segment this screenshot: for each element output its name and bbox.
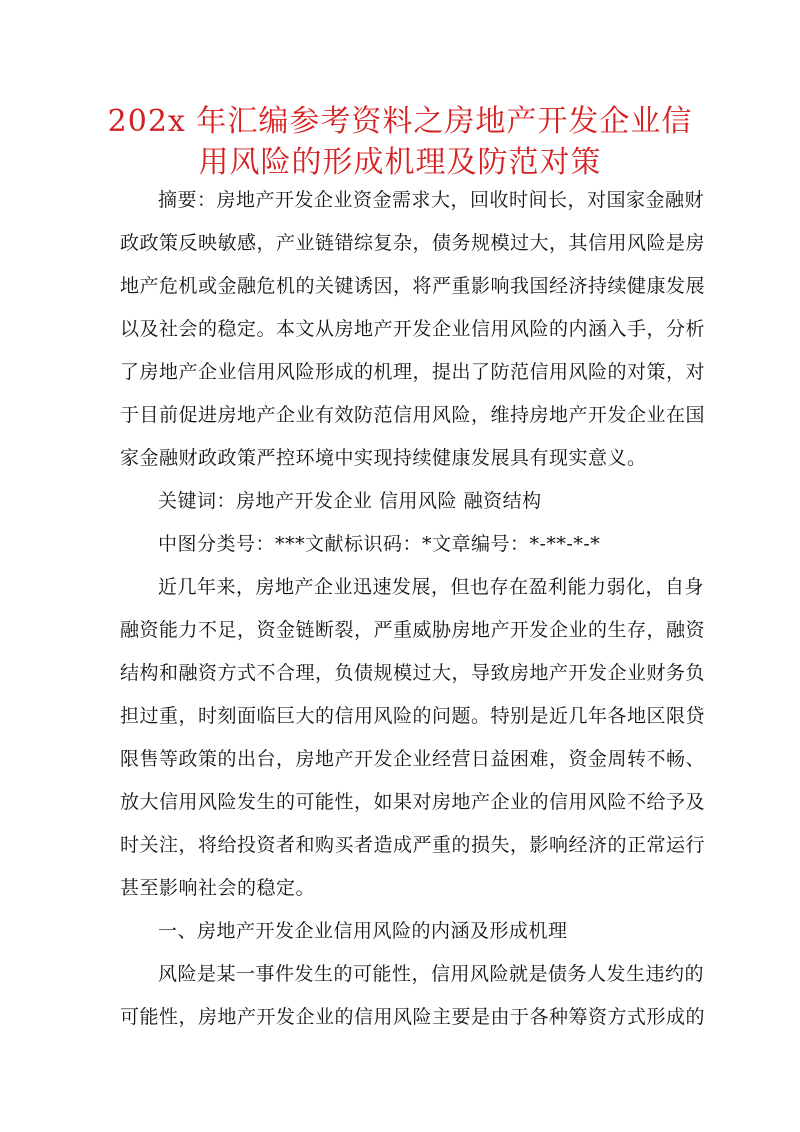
keywords: 关键词：房地产开发企业 信用风险 融资结构 — [158, 490, 542, 512]
abstract-line: 了房地产企业信用风险形成的机理，提出了防范信用风险的对策，对 — [120, 361, 706, 383]
document-title-line-2: 用风险的形成机理及防范对策 — [198, 145, 602, 180]
abstract-line: 摘要：房地产开发企业资金需求大，回收时间长，对国家金融财 — [158, 189, 705, 211]
abstract-line: 地产危机或金融危机的关键诱因，将严重影响我国经济持续健康发展 — [120, 275, 706, 297]
intro-line: 限售等政策的出台，房地产开发企业经营日益困难，资金周转不畅、 — [120, 748, 706, 770]
abstract-line: 政政策反映敏感，产业链错综复杂，债务规模过大，其信用风险是房 — [120, 232, 706, 254]
section-line: 可能性，房地产开发企业的信用风险主要是由于各种筹资方式形成的 — [120, 1006, 706, 1028]
intro-line: 融资能力不足，资金链断裂，严重威胁房地产开发企业的生存，融资 — [120, 619, 706, 641]
classification-codes: 中图分类号：***文献标识码：*文章编号：*-**-*-* — [158, 533, 601, 555]
section-line: 风险是某一事件发生的可能性，信用风险就是债务人发生违约的 — [158, 963, 705, 985]
intro-line: 时关注，将给投资者和购买者造成严重的损失，影响经济的正常运行 — [120, 834, 706, 856]
intro-line: 担过重，时刻面临巨大的信用风险的问题。特别是近几年各地区限贷 — [120, 705, 706, 727]
abstract-line: 于目前促进房地产企业有效防范信用风险，维持房地产开发企业在国 — [120, 404, 706, 426]
intro-line: 甚至影响社会的稳定。 — [120, 877, 316, 899]
abstract-line: 家金融财政政策严控环境中实现持续健康发展具有现实意义。 — [120, 447, 647, 469]
abstract-line: 以及社会的稳定。本文从房地产开发企业信用风险的内涵入手，分析 — [120, 318, 706, 340]
intro-line: 结构和融资方式不合理，负债规模过大，导致房地产开发企业财务负 — [120, 662, 706, 684]
intro-line: 放大信用风险发生的可能性，如果对房地产企业的信用风险不给予及 — [120, 791, 706, 813]
document-title-line-1: 202x 年汇编参考资料之房地产开发企业信 — [107, 104, 693, 139]
section-heading: 一、房地产开发企业信用风险的内涵及形成机理 — [158, 920, 568, 942]
intro-line: 近几年来，房地产企业迅速发展，但也存在盈利能力弱化，自身 — [158, 576, 705, 598]
